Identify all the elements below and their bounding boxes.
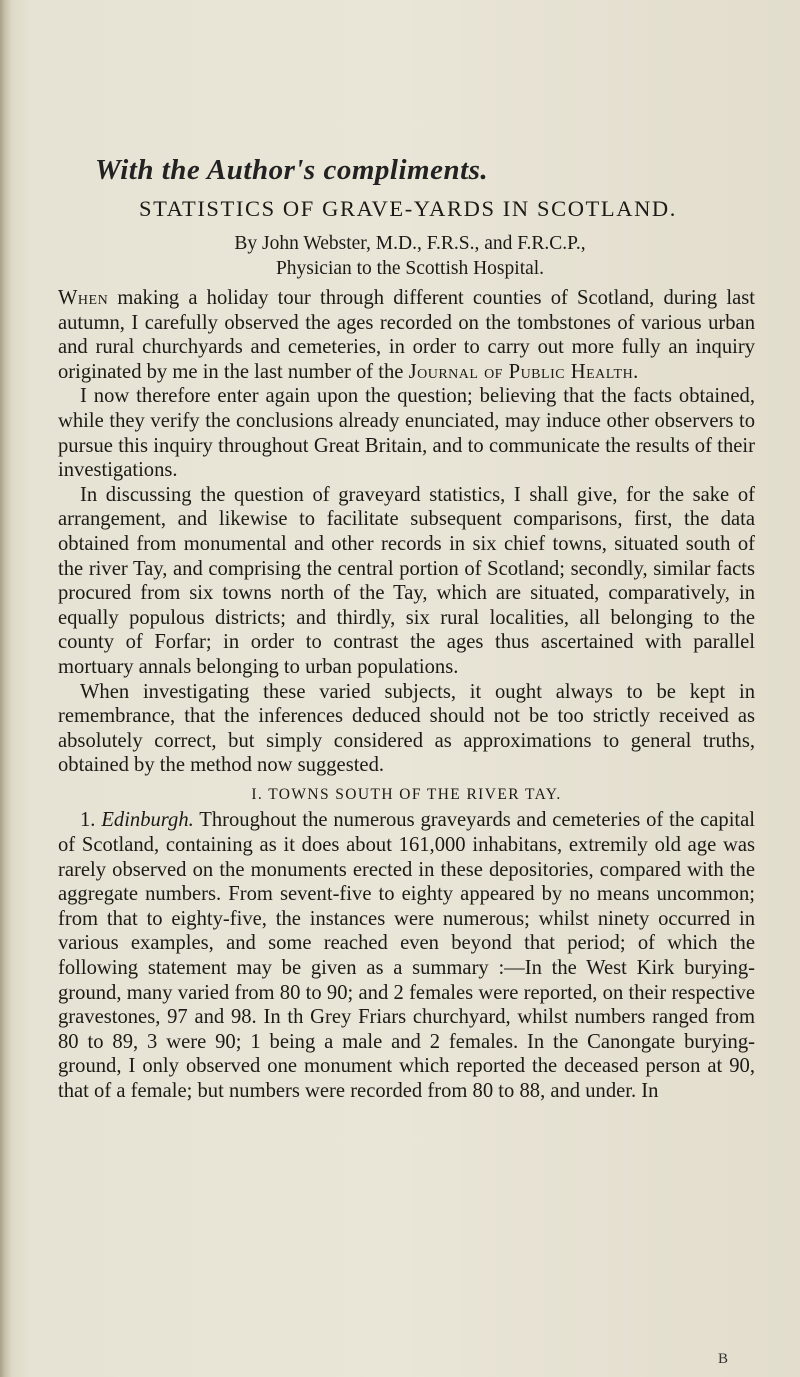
paragraph-caution: When investigating these varied subjects, it ought always to be kept in remembrance, that the inferences deduced should not be too strictly received as absolutely correct, but simply considered as approximations to general truths, obtained by the method now suggested. (58, 680, 755, 777)
author-affiliation: Physician to the Scottish Hospital. (275, 258, 545, 279)
page-binding-edge (0, 0, 12, 1377)
signature-mark: B (718, 1351, 729, 1367)
article-body (58, 286, 755, 1104)
author-compliments-inscription: With the Author's compliments. (95, 154, 489, 186)
article-title: STATISTICS OF GRAVE-YARDS IN SCOTLAND. (138, 196, 677, 221)
paragraph-intro-text: making a holiday tour through different counties of Scotland, during last autumn, I carefully observed the ages recorded on the tombstones of various urban and rural churchyards and cemeteries, in order to carry out more fully an inquiry originated by me in the last number of the (58, 287, 755, 383)
place-name: Edinburgh. (101, 809, 194, 832)
item-number: 1. (80, 809, 96, 832)
author-block (60, 231, 760, 281)
paragraph-arrangement: In discussing the question of graveyard statistics, I shall give, for the sake of arrangement, and likewise to facilitate subsequent comparisons, first, the data obtained from monumental and other records in six chief towns, situated south of the river Tay, and comprising the central portion of Scotland; secondly, similar facts procured from six towns north of the Tay, which are situated, comparatively, in equally populous districts; and thirdly, six rural localities, all belonging to the county of Forfar; in order to contrast the ages thus ascertained with parallel mortuary annals belonging to urban populations. (58, 483, 755, 678)
section-heading: I. TOWNS SOUTH OF THE RIVER TAY. (251, 785, 562, 803)
paragraph-lead-word: When (58, 287, 109, 309)
paragraph-question: I now therefore enter again upon the question; believing that the facts obtained, while they verify the conclusions already enunciated, may induce other observers to pursue this inquiry throughout Great Britain, and to communicate the results of their investigations. (58, 385, 755, 482)
paragraph-edinburgh-text: Throughout the numerous graveyards and cemeteries of the capital of Scotland, containing as it does about 161,000 inhabitans, extremily old age was rarely observed on the monuments erected in these depositories, compared with the aggregate numbers. From sevent-five to eighty appeared by no means uncommon; from that to eighty-five, the instances were numerous; whilst ninety occurred in various examples, and some reached even beyond that period; of which the following statement may be given as a summary :—In the West Kirk burying-ground, many varied from 80 to 90; and 2 females were reported, on their respective gravestones, 97 and 98. In th Grey Friars churchyard, whilst numbers ranged from 80 to 89, 3 were 90; 1 being a male and 2 females. In the Canongate burying-ground, I only observed one monument which reported the deceased person at 90, that of a female; but numbers were recorded from 80 to 88, and under. In (58, 809, 755, 1102)
journal-name: Journal of Public Health. (408, 360, 639, 383)
paragraph-edinburgh (58, 808, 755, 1103)
author-byline: By John Webster, M.D., F.R.S., and F.R.C.P., (234, 233, 586, 254)
paragraph-intro (58, 286, 755, 384)
